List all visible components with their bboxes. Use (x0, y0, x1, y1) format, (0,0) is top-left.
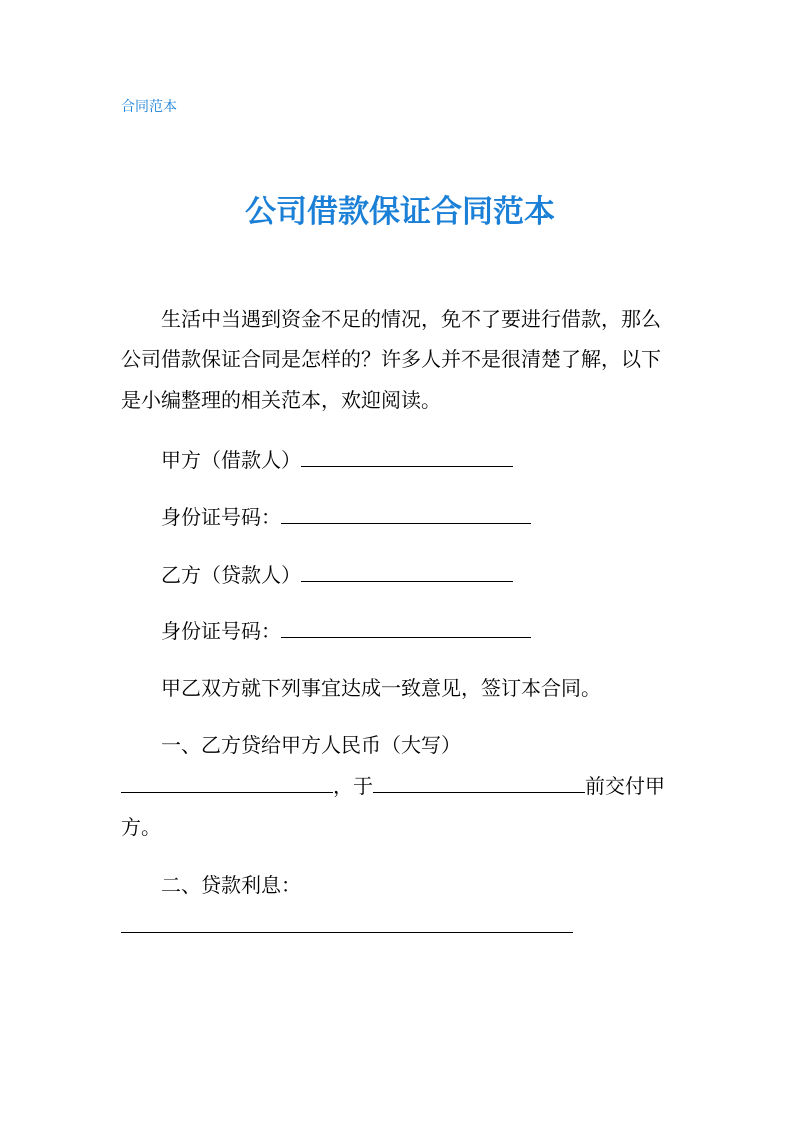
intro-paragraph-line-2 (121, 346, 661, 372)
clause-1-end-row (121, 814, 161, 840)
party-b-row (161, 561, 513, 588)
clause-1-heading (161, 732, 461, 758)
intro-text-part-2: 公司借款保证合同是怎样的？许多人并不是很清楚了解，以下 (121, 347, 661, 371)
intro-text-part-3: 是小编整理的相关范本，欢迎阅读。 (121, 388, 441, 412)
intro-paragraph-line-1 (161, 306, 661, 332)
clause-1-amount-blank[interactable] (121, 772, 333, 793)
party-b-label: 乙方（贷款人） (161, 563, 301, 587)
header-category-link[interactable]: 合同范本 (121, 99, 177, 115)
party-a-id-row (161, 503, 531, 530)
clause-1-fill-row (121, 772, 665, 799)
clause-1-date-blank[interactable] (373, 772, 585, 793)
party-a-name-blank[interactable] (301, 446, 513, 467)
clause-1-end-text: 方。 (121, 815, 161, 839)
party-b-id-blank[interactable] (281, 617, 531, 638)
party-b-id-row (161, 617, 531, 644)
intro-paragraph-line-3 (121, 387, 441, 413)
clause-2-interest-blank[interactable] (121, 912, 573, 933)
party-a-label: 甲方（借款人） (161, 448, 301, 472)
party-b-name-blank[interactable] (301, 561, 513, 582)
party-b-id-label: 身份证号码： (161, 619, 281, 643)
clause-2-fill-row (121, 912, 573, 939)
document-title: 公司借款保证合同范本 (245, 194, 555, 230)
clause-2-heading (161, 872, 301, 898)
clause-2-label: 二、贷款利息： (161, 873, 301, 897)
clause-1-label: 一、乙方贷给甲方人民币（大写） (161, 733, 461, 757)
party-a-row (161, 446, 513, 473)
agreement-line (161, 675, 601, 701)
clause-1-tail-text: 前交付甲 (585, 774, 665, 798)
party-a-id-label: 身份证号码： (161, 505, 281, 529)
clause-1-mid-text: ，于 (333, 774, 373, 798)
intro-text-part-1: 生活中当遇到资金不足的情况，免不了要进行借款，那么 (161, 307, 661, 331)
party-a-id-blank[interactable] (281, 503, 531, 524)
agreement-text: 甲乙双方就下列事宜达成一致意见，签订本合同。 (161, 676, 601, 700)
